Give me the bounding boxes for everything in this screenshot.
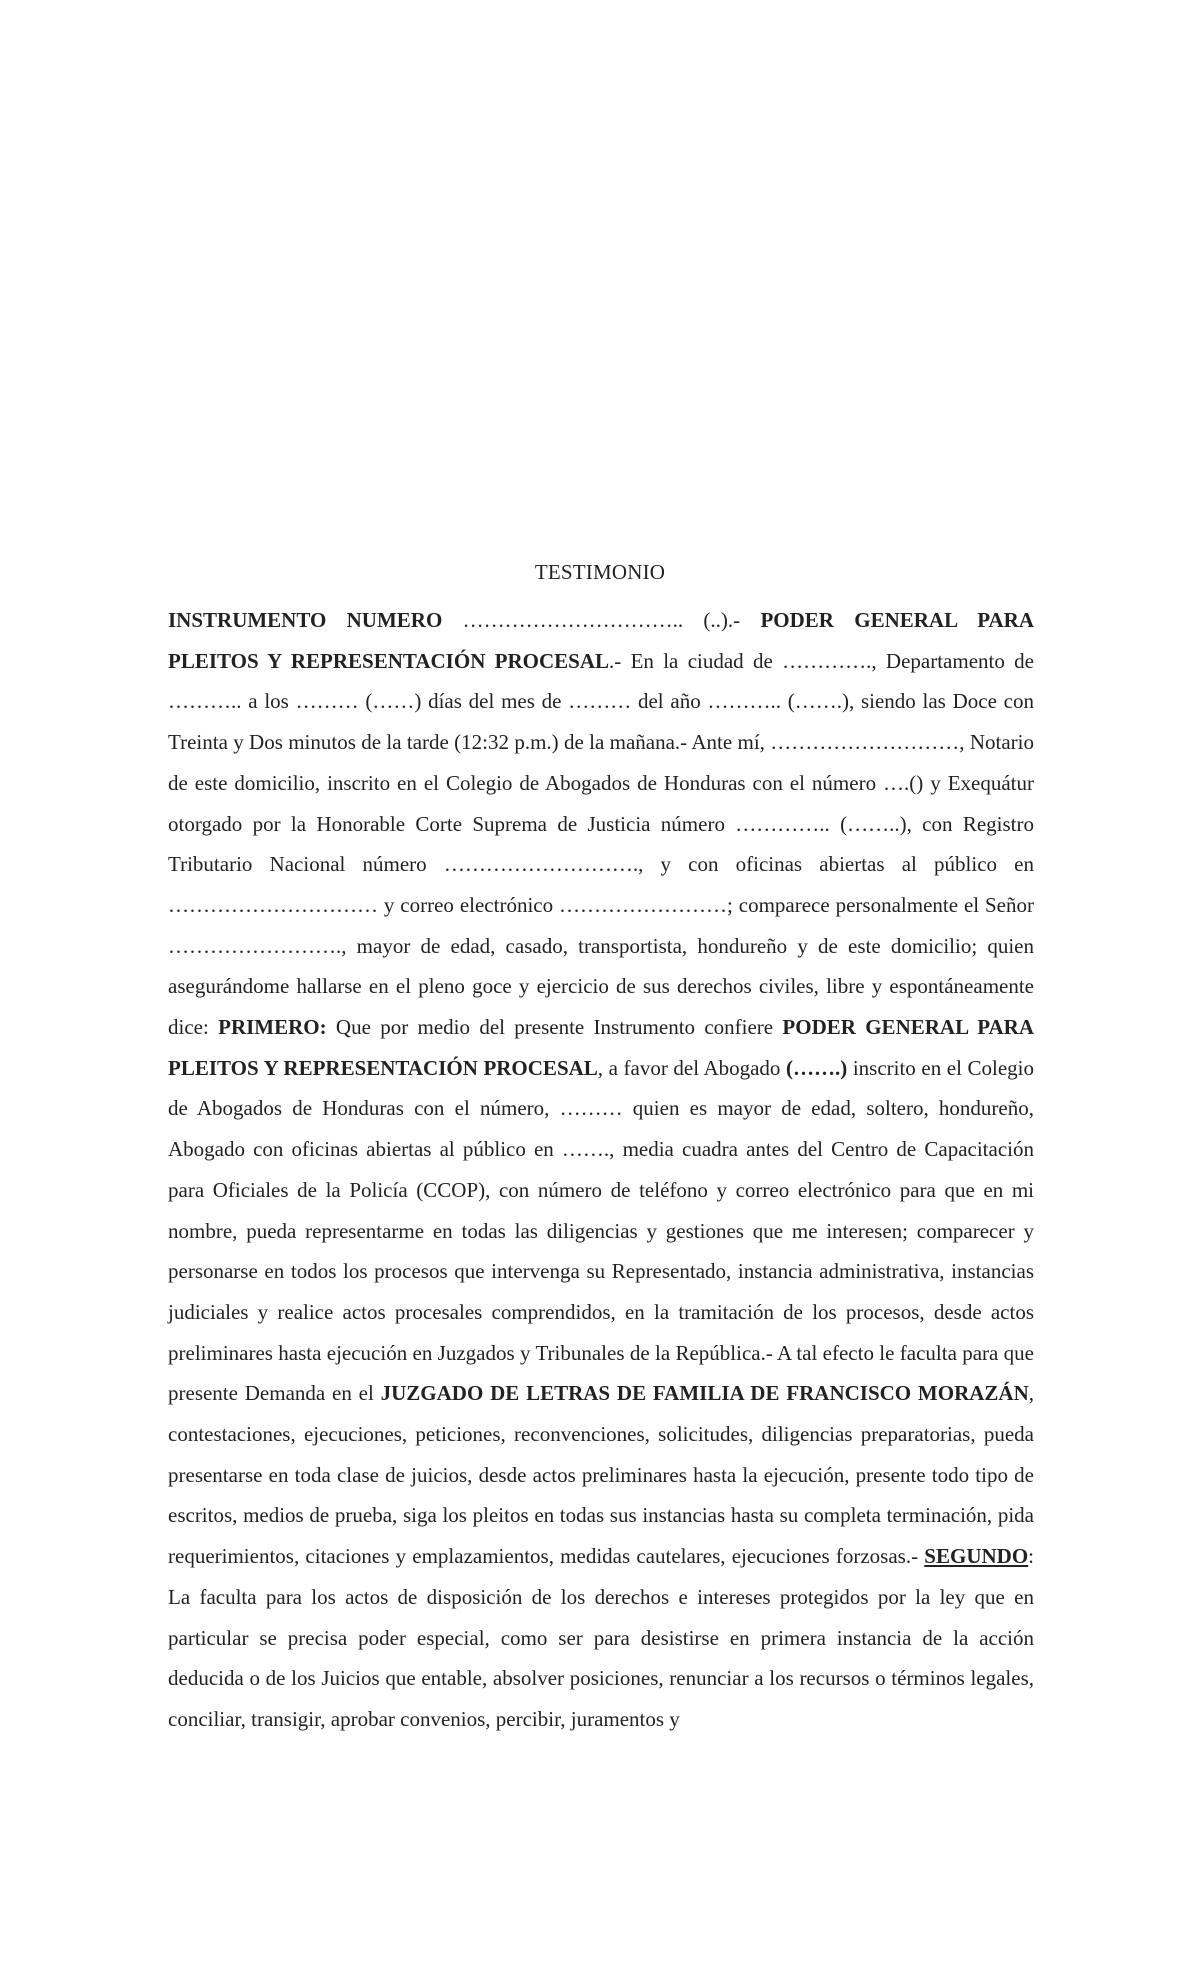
- text-segment: .- En la ciudad de …………., Departamento de ……….. a los ……… (……) días del mes de ……… del año ……….. (…….), siendo las Doce con Treinta y Dos minutos de la tarde (12:32 p.m.) de la mañana.- Ante mí, ………………………, Notario de este domicilio, inscrito en el Colegio de Abogados de Honduras con el número ….() y Exequátur otorgado por la Honorable Corte Suprema de Justicia número ………….. (……..), con Registro Tributario Nacional número ………………………., y con oficinas abiertas al público en ………………………… y correo electrónico ……………………; comparece personalmente el Señor ……………………., mayor de edad, casado, transportista, hondureño y de este domicilio; quien asegurándome hallarse en el pleno goce y ejercicio de sus derechos civiles, libre y espontáneamente dice:: [168, 648, 1034, 1040]
- text-segment: ………………………….. (..).-: [442, 608, 761, 632]
- bold-segment: INSTRUMENTO NUMERO: [168, 608, 443, 632]
- bold-segment: PODER GENERAL PARA PLEITOS Y REPRESENTACIÓN PROCESAL: [168, 1015, 1034, 1080]
- body-paragraph: [168, 600, 1034, 1740]
- text-segment: inscrito en el Colegio de Abogados de Honduras con el número, ……… quien es mayor de edad, soltero, hondureño, Abogado con oficinas abiertas al público en ……., media cuadra antes del Centro de Capacitación para Oficiales de la Policía (CCOP), con número de teléfono y correo electrónico para que en mi nombre, pueda representarme en todas las diligencias y gestiones que me interesen; comparecer y personarse en todos los procesos que intervenga su Representado, instancia administrativa, instancias judiciales y realice actos procesales comprendidos, en la tramitación de los procesos, desde actos preliminares hasta ejecución en Juzgados y Tribunales de la República.- A tal efecto le faculta para que presente Demanda en el: [168, 1055, 1034, 1406]
- bold-segment: [924, 1544, 1028, 1568]
- document-title: TESTIMONIO: [534, 560, 666, 584]
- text-segment: , a favor del Abogado: [597, 1055, 786, 1080]
- text-segment: , contestaciones, ejecuciones, peticiones, reconvenciones, solicitudes, diligencias preparatorias, pueda presentarse en toda clase de juicios, desde actos preliminares hasta la ejecución, presente todo tipo de escritos, medios de prueba, siga los pleitos en todas sus instancias hasta su completa terminación, pida requerimientos, citaciones y emplazamientos, medidas cautelares, ejecuciones forzosas.-: [168, 1381, 1035, 1569]
- bold-segment: PODER GENERAL PARA PLEITOS Y REPRESENTACIÓN PROCESAL: [168, 608, 1035, 673]
- text-segment: Que por medio del presente Instrumento confiere: [326, 1015, 783, 1040]
- bold-segment: JUZGADO DE LETRAS DE FAMILIA DE FRANCISCO MORAZÁN: [380, 1381, 1029, 1406]
- text-segment: : La faculta para los actos de disposición de los derechos e intereses protegidos por la ley que en particular se precisa poder especial, como ser para desistirse en primera instancia de la acción deducida o de los Juicios que entable, absolver posiciones, renunciar a los recursos o términos legales, conciliar, transigir, aprobar convenios, percibir, juramentos y: [168, 1544, 1034, 1731]
- bold-segment: PRIMERO:: [218, 1015, 327, 1040]
- bold-segment: (…….): [786, 1055, 848, 1080]
- document-body: [168, 600, 1034, 1740]
- underlined-heading: SEGUNDO: [924, 1544, 1029, 1569]
